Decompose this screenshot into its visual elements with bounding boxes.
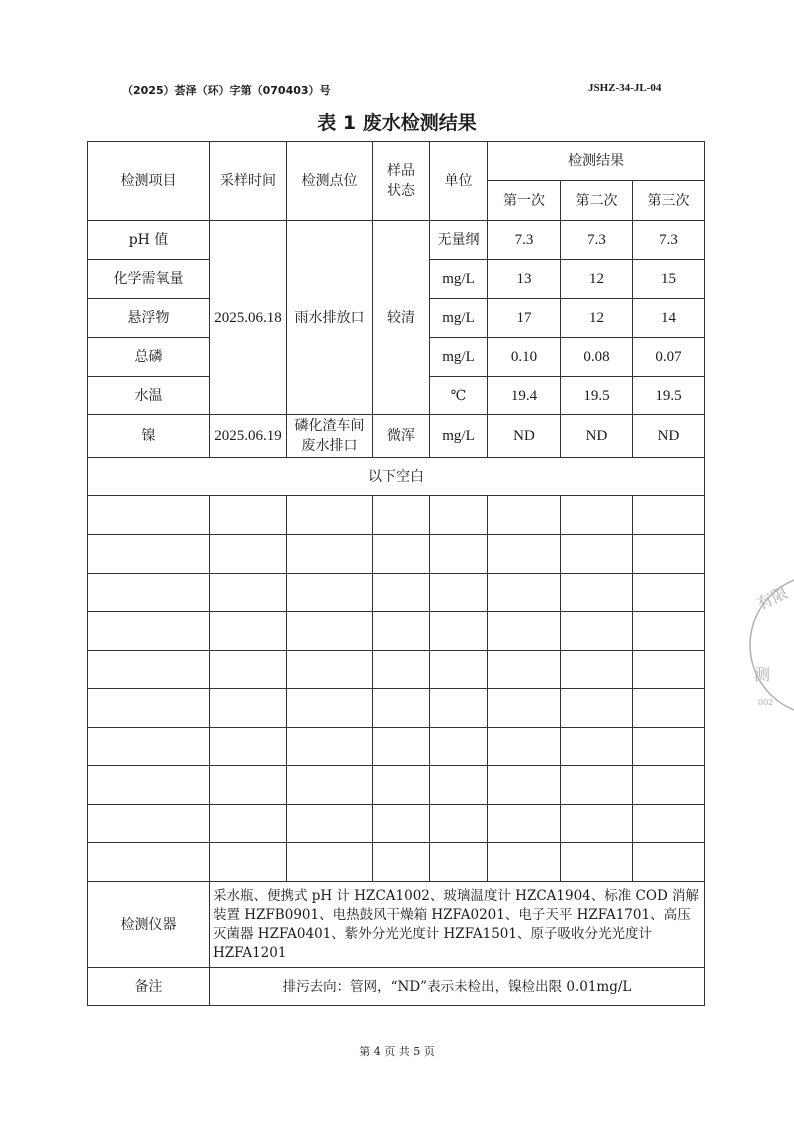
table-title: 表 1 废水检测结果 (317, 112, 477, 134)
item-cell: 水温 (88, 377, 210, 415)
empty-cell (488, 728, 561, 766)
remark-text: 排污去向：管网，“ND”表示未检出，镍检出限 0.01mg/L (210, 968, 705, 1006)
result-cell: 17 (488, 299, 561, 338)
page-footer: 第 4 页 共 5 页 (359, 1045, 435, 1058)
empty-cell (210, 651, 287, 689)
sample-state-cell: 微浑 (373, 415, 430, 458)
empty-row (88, 535, 705, 574)
empty-cell (561, 805, 633, 843)
empty-cell (373, 689, 430, 728)
empty-cell (430, 496, 488, 535)
header-r2: 第二次 (561, 181, 633, 221)
header-point: 检测点位 (287, 142, 373, 221)
result-cell: 19.5 (633, 377, 705, 415)
empty-cell (430, 766, 488, 805)
empty-cell (373, 766, 430, 805)
item-cell: 悬浮物 (88, 299, 210, 338)
result-cell: 0.10 (488, 338, 561, 377)
empty-cell (430, 689, 488, 728)
header-results: 检测结果 (488, 142, 705, 181)
blank-note: 以下空白 (88, 458, 705, 496)
empty-cell (210, 535, 287, 574)
empty-cell (373, 843, 430, 882)
empty-row (88, 843, 705, 882)
empty-cell (430, 651, 488, 689)
empty-cell (488, 651, 561, 689)
empty-cell (88, 805, 210, 843)
empty-row (88, 612, 705, 651)
empty-cell (488, 574, 561, 612)
empty-cell (633, 805, 705, 843)
empty-cell (561, 843, 633, 882)
header-row-1 (88, 142, 705, 181)
document-code: JSHZ-34-JL-04 (588, 82, 662, 94)
empty-cell (210, 574, 287, 612)
empty-cell (88, 574, 210, 612)
empty-cell (88, 843, 210, 882)
empty-cell (430, 728, 488, 766)
unit-cell: 无量纲 (430, 221, 488, 260)
empty-cell (488, 612, 561, 651)
empty-cell (373, 496, 430, 535)
empty-cell (633, 612, 705, 651)
empty-cell (210, 843, 287, 882)
empty-cell (210, 805, 287, 843)
empty-cell (287, 728, 373, 766)
table-row (88, 221, 705, 260)
header-r3: 第三次 (633, 181, 705, 221)
empty-cell (88, 651, 210, 689)
empty-cell (373, 805, 430, 843)
empty-cell (430, 535, 488, 574)
table-row-nickel (88, 415, 705, 458)
empty-row (88, 766, 705, 805)
header-item: 检测项目 (88, 142, 210, 221)
empty-cell (373, 651, 430, 689)
result-cell: ND (633, 415, 705, 458)
svg-text:有限: 有限 (753, 582, 791, 614)
instruments-text: 采水瓶、便携式 pH 计 HZCA1002、玻璃温度计 HZCA1904、标准 COD 消解装置 HZFB0901、电热鼓风干燥箱 HZFA0201、电子天平 HZFA1701、高压灭菌器 HZFA0401、紫外分光光度计 HZFA1501、原子吸收分光光度计 HZFA1201 (210, 882, 705, 968)
empty-row (88, 689, 705, 728)
header-time: 采样时间 (210, 142, 287, 221)
empty-cell (287, 612, 373, 651)
empty-cell (210, 496, 287, 535)
result-cell: 13 (488, 260, 561, 299)
result-cell: 7.3 (488, 221, 561, 260)
sampling-time-cell: 2025.06.19 (210, 415, 287, 458)
report-number: （2025）荟泽（环）字第（070403）号 (122, 84, 331, 97)
empty-cell (561, 651, 633, 689)
empty-cell (488, 689, 561, 728)
empty-cell (488, 766, 561, 805)
empty-cell (373, 612, 430, 651)
item-cell: pH 值 (88, 221, 210, 260)
result-cell: 7.3 (561, 221, 633, 260)
empty-cell (210, 766, 287, 805)
result-cell: 0.08 (561, 338, 633, 377)
empty-cell (430, 574, 488, 612)
result-cell: 12 (561, 299, 633, 338)
empty-cell (561, 535, 633, 574)
item-cell: 总磷 (88, 338, 210, 377)
empty-cell (488, 535, 561, 574)
empty-cell (210, 689, 287, 728)
empty-cell (88, 535, 210, 574)
empty-cell (287, 805, 373, 843)
header-unit: 单位 (430, 142, 488, 221)
result-cell: 12 (561, 260, 633, 299)
result-cell: ND (561, 415, 633, 458)
result-cell: 19.4 (488, 377, 561, 415)
result-cell: 0.07 (633, 338, 705, 377)
empty-cell (561, 728, 633, 766)
result-cell: 14 (633, 299, 705, 338)
empty-cell (88, 728, 210, 766)
sampling-time-cell: 2025.06.18 (210, 221, 287, 415)
empty-cell (633, 766, 705, 805)
sampling-point-cell: 磷化渣车间 废水排口 (287, 415, 373, 458)
empty-cell (287, 766, 373, 805)
result-cell: 7.3 (633, 221, 705, 260)
empty-cell (430, 612, 488, 651)
item-cell: 化学需氧量 (88, 260, 210, 299)
empty-cell (488, 843, 561, 882)
empty-cell (287, 496, 373, 535)
empty-cell (430, 805, 488, 843)
empty-cell (633, 843, 705, 882)
empty-cell (287, 651, 373, 689)
empty-cell (88, 496, 210, 535)
empty-cell (210, 612, 287, 651)
sample-state-cell: 较清 (373, 221, 430, 415)
empty-cell (633, 496, 705, 535)
empty-cell (287, 535, 373, 574)
empty-cell (488, 496, 561, 535)
empty-cell (88, 612, 210, 651)
empty-cell (561, 612, 633, 651)
empty-cell (488, 805, 561, 843)
empty-cell (287, 689, 373, 728)
empty-cell (287, 843, 373, 882)
empty-cell (633, 689, 705, 728)
svg-text:002: 002 (758, 698, 774, 707)
unit-cell: ℃ (430, 377, 488, 415)
empty-row (88, 651, 705, 689)
sampling-point-cell: 雨水排放口 (287, 221, 373, 415)
unit-cell: mg/L (430, 338, 488, 377)
empty-cell (561, 689, 633, 728)
wastewater-results-table (87, 141, 705, 1006)
empty-row (88, 574, 705, 612)
instruments-label: 检测仪器 (88, 882, 210, 968)
empty-cell (633, 728, 705, 766)
empty-cell (633, 535, 705, 574)
empty-row (88, 496, 705, 535)
result-cell: 15 (633, 260, 705, 299)
header-state: 样品 状态 (373, 142, 430, 221)
empty-cell (88, 689, 210, 728)
item-cell: 镍 (88, 415, 210, 458)
empty-cell (561, 496, 633, 535)
empty-cell (373, 728, 430, 766)
svg-text:测: 测 (754, 665, 771, 684)
empty-row (88, 728, 705, 766)
empty-cell (287, 574, 373, 612)
empty-cell (561, 766, 633, 805)
empty-cell (88, 766, 210, 805)
empty-cell (430, 843, 488, 882)
blank-note-row (88, 458, 705, 496)
partial-seal-stamp (740, 570, 794, 720)
empty-cell (373, 574, 430, 612)
empty-cell (633, 574, 705, 612)
remark-row (88, 968, 705, 1006)
result-cell: 19.5 (561, 377, 633, 415)
empty-row (88, 805, 705, 843)
remark-label: 备注 (88, 968, 210, 1006)
unit-cell: mg/L (430, 260, 488, 299)
empty-cell (561, 574, 633, 612)
empty-cell (633, 651, 705, 689)
empty-cell (373, 535, 430, 574)
empty-cell (210, 728, 287, 766)
unit-cell: mg/L (430, 415, 488, 458)
instruments-row (88, 882, 705, 968)
header-r1: 第一次 (488, 181, 561, 221)
unit-cell: mg/L (430, 299, 488, 338)
result-cell: ND (488, 415, 561, 458)
